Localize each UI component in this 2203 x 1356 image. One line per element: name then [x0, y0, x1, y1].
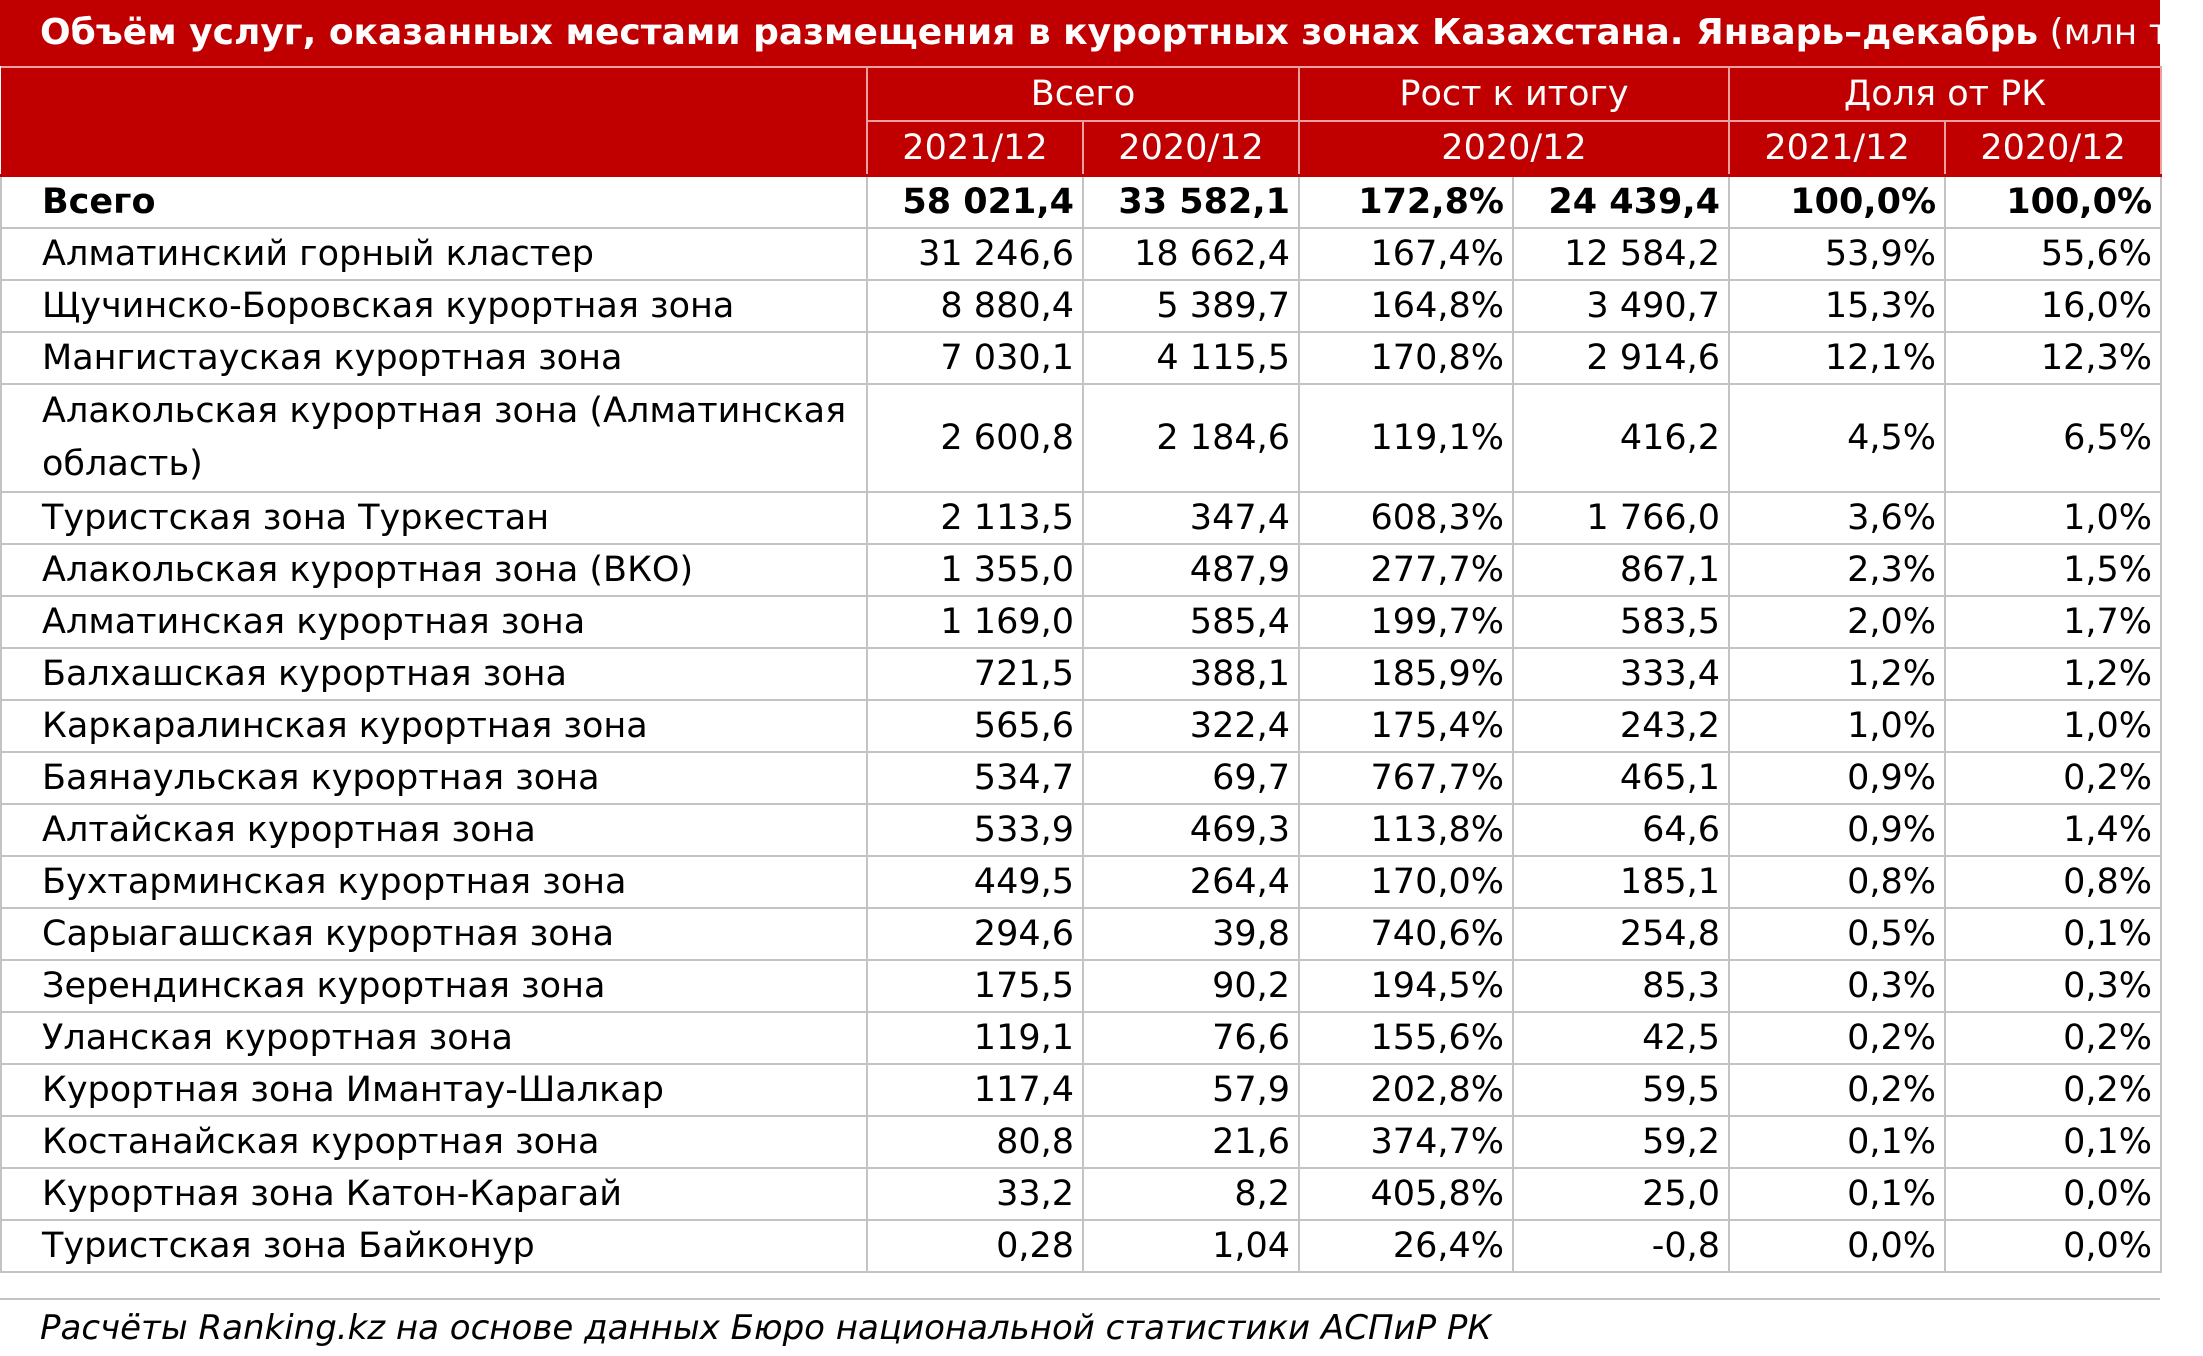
cell-total-2021: 31 246,6 [867, 228, 1083, 280]
cell-growth-abs: 465,1 [1513, 752, 1729, 804]
cell-growth-abs: 3 490,7 [1513, 280, 1729, 332]
cell-total-2021: 33,2 [867, 1168, 1083, 1220]
cell-growth-abs: 25,0 [1513, 1168, 1729, 1220]
cell-growth-pct: 26,4% [1299, 1220, 1513, 1272]
cell-share-2020: 0,2% [1945, 752, 2161, 804]
cell-growth-abs: 2 914,6 [1513, 332, 1729, 384]
cell-share-2021: 0,3% [1729, 960, 1945, 1012]
row-name: Уланская курортная зона [1, 1012, 867, 1064]
cell-share-2021: 100,0% [1729, 176, 1945, 229]
cell-share-2020: 0,8% [1945, 856, 2161, 908]
row-name: Курортная зона Катон-Карагай [1, 1168, 867, 1220]
cell-share-2021: 4,5% [1729, 384, 1945, 492]
cell-share-2021: 0,5% [1729, 908, 1945, 960]
header-group-growth: Рост к итогу [1299, 67, 1729, 121]
header-share-2021: 2021/12 [1729, 121, 1945, 176]
cell-growth-pct: 113,8% [1299, 804, 1513, 856]
table-row [1, 1064, 2161, 1116]
cell-growth-abs: 64,6 [1513, 804, 1729, 856]
header-growth-2020: 2020/12 [1299, 121, 1729, 176]
cell-total-2021: 2 113,5 [867, 492, 1083, 544]
row-name: Бухтарминская курортная зона [1, 856, 867, 908]
cell-share-2020: 1,7% [1945, 596, 2161, 648]
data-table [0, 66, 2162, 1273]
cell-total-2020: 264,4 [1083, 856, 1299, 908]
cell-total-2021: 0,28 [867, 1220, 1083, 1272]
table-body [1, 176, 2161, 1273]
cell-total-2021: 119,1 [867, 1012, 1083, 1064]
cell-total-2020: 33 582,1 [1083, 176, 1299, 229]
cell-growth-pct: 767,7% [1299, 752, 1513, 804]
table-row [1, 280, 2161, 332]
table-row [1, 960, 2161, 1012]
cell-growth-abs: 24 439,4 [1513, 176, 1729, 229]
cell-total-2020: 585,4 [1083, 596, 1299, 648]
cell-share-2021: 0,9% [1729, 752, 1945, 804]
row-name: Всего [1, 176, 867, 229]
table-row [1, 1116, 2161, 1168]
cell-total-2020: 39,8 [1083, 908, 1299, 960]
cell-total-2020: 347,4 [1083, 492, 1299, 544]
cell-share-2020: 0,2% [1945, 1012, 2161, 1064]
cell-share-2021: 12,1% [1729, 332, 1945, 384]
cell-share-2020: 0,0% [1945, 1220, 2161, 1272]
row-name: Щучинско-Боровская курортная зона [1, 280, 867, 332]
cell-total-2020: 1,04 [1083, 1220, 1299, 1272]
cell-share-2020: 1,2% [1945, 648, 2161, 700]
cell-share-2021: 2,0% [1729, 596, 1945, 648]
cell-share-2020: 0,0% [1945, 1168, 2161, 1220]
table-row [1, 908, 2161, 960]
cell-growth-abs: 243,2 [1513, 700, 1729, 752]
cell-growth-abs: 59,5 [1513, 1064, 1729, 1116]
table-row [1, 492, 2161, 544]
cell-share-2021: 0,0% [1729, 1220, 1945, 1272]
row-name: Балхашская курортная зона [1, 648, 867, 700]
cell-total-2021: 1 355,0 [867, 544, 1083, 596]
cell-share-2020: 0,1% [1945, 1116, 2161, 1168]
table-row [1, 752, 2161, 804]
cell-growth-abs: 12 584,2 [1513, 228, 1729, 280]
row-name: Алматинская курортная зона [1, 596, 867, 648]
table-row [1, 332, 2161, 384]
title-main: Объём услуг, оказанных местами размещения в курортных зонах Казахстана. Январь–декабрь [40, 12, 2039, 53]
row-name: Зерендинская курортная зона [1, 960, 867, 1012]
cell-total-2021: 2 600,8 [867, 384, 1083, 492]
row-name: Алтайская курортная зона [1, 804, 867, 856]
cell-growth-pct: 202,8% [1299, 1064, 1513, 1116]
cell-share-2020: 0,1% [1945, 908, 2161, 960]
row-name: Алакольская курортная зона (Алматинская область) [1, 384, 867, 492]
cell-growth-pct: 164,8% [1299, 280, 1513, 332]
row-name: Сарыагашская курортная зона [1, 908, 867, 960]
cell-share-2021: 0,2% [1729, 1064, 1945, 1116]
cell-growth-pct: 740,6% [1299, 908, 1513, 960]
cell-growth-pct: 194,5% [1299, 960, 1513, 1012]
cell-share-2021: 0,1% [1729, 1168, 1945, 1220]
cell-total-2020: 487,9 [1083, 544, 1299, 596]
table-row [1, 596, 2161, 648]
header-total-2021: 2021/12 [867, 121, 1083, 176]
row-name: Курортная зона Имантау-Шалкар [1, 1064, 867, 1116]
cell-total-2020: 4 115,5 [1083, 332, 1299, 384]
cell-share-2021: 0,2% [1729, 1012, 1945, 1064]
table-row [1, 648, 2161, 700]
cell-growth-abs: -0,8 [1513, 1220, 1729, 1272]
cell-share-2021: 0,9% [1729, 804, 1945, 856]
cell-growth-pct: 119,1% [1299, 384, 1513, 492]
cell-growth-pct: 170,8% [1299, 332, 1513, 384]
cell-total-2021: 117,4 [867, 1064, 1083, 1116]
cell-growth-abs: 185,1 [1513, 856, 1729, 908]
table-row [1, 1220, 2161, 1272]
cell-growth-pct: 277,7% [1299, 544, 1513, 596]
cell-growth-abs: 333,4 [1513, 648, 1729, 700]
cell-share-2021: 0,1% [1729, 1116, 1945, 1168]
cell-share-2020: 0,2% [1945, 1064, 2161, 1116]
row-name: Алматинский горный кластер [1, 228, 867, 280]
cell-growth-pct: 155,6% [1299, 1012, 1513, 1064]
cell-share-2020: 12,3% [1945, 332, 2161, 384]
cell-growth-pct: 405,8% [1299, 1168, 1513, 1220]
table-row [1, 176, 2161, 229]
cell-share-2020: 1,0% [1945, 492, 2161, 544]
cell-share-2020: 1,5% [1945, 544, 2161, 596]
header-total-2020: 2020/12 [1083, 121, 1299, 176]
cell-share-2020: 55,6% [1945, 228, 2161, 280]
header-corner [1, 67, 867, 176]
cell-share-2020: 0,3% [1945, 960, 2161, 1012]
table-row [1, 700, 2161, 752]
cell-total-2021: 1 169,0 [867, 596, 1083, 648]
cell-total-2020: 8,2 [1083, 1168, 1299, 1220]
cell-growth-abs: 867,1 [1513, 544, 1729, 596]
cell-total-2020: 2 184,6 [1083, 384, 1299, 492]
cell-share-2021: 53,9% [1729, 228, 1945, 280]
cell-share-2020: 1,0% [1945, 700, 2161, 752]
cell-total-2020: 388,1 [1083, 648, 1299, 700]
cell-growth-pct: 185,9% [1299, 648, 1513, 700]
cell-share-2021: 0,8% [1729, 856, 1945, 908]
cell-growth-abs: 59,2 [1513, 1116, 1729, 1168]
table-row [1, 384, 2161, 492]
cell-total-2021: 7 030,1 [867, 332, 1083, 384]
row-name: Туристская зона Туркестан [1, 492, 867, 544]
title-unit: (млн тг) [2049, 12, 2203, 53]
header-group-share: Доля от РК [1729, 67, 2161, 121]
source-note: Расчёты Ranking.kz на основе данных Бюро национальной статистики АСПиР РК [0, 1298, 2160, 1354]
table-row [1, 228, 2161, 280]
cell-total-2021: 294,6 [867, 908, 1083, 960]
cell-share-2020: 100,0% [1945, 176, 2161, 229]
cell-total-2020: 18 662,4 [1083, 228, 1299, 280]
cell-total-2021: 175,5 [867, 960, 1083, 1012]
cell-total-2020: 5 389,7 [1083, 280, 1299, 332]
cell-total-2021: 533,9 [867, 804, 1083, 856]
cell-total-2020: 469,3 [1083, 804, 1299, 856]
cell-total-2020: 57,9 [1083, 1064, 1299, 1116]
cell-growth-abs: 42,5 [1513, 1012, 1729, 1064]
cell-total-2021: 721,5 [867, 648, 1083, 700]
cell-share-2021: 15,3% [1729, 280, 1945, 332]
cell-total-2021: 449,5 [867, 856, 1083, 908]
row-name: Туристская зона Байконур [1, 1220, 867, 1272]
table-row [1, 544, 2161, 596]
cell-total-2020: 322,4 [1083, 700, 1299, 752]
cell-total-2021: 565,6 [867, 700, 1083, 752]
cell-growth-pct: 608,3% [1299, 492, 1513, 544]
cell-share-2021: 1,0% [1729, 700, 1945, 752]
cell-growth-pct: 167,4% [1299, 228, 1513, 280]
row-name: Костанайская курортная зона [1, 1116, 867, 1168]
table-row [1, 1012, 2161, 1064]
row-name: Алакольская курортная зона (ВКО) [1, 544, 867, 596]
table-row [1, 1168, 2161, 1220]
row-name: Каркаралинская курортная зона [1, 700, 867, 752]
header-share-2020: 2020/12 [1945, 121, 2161, 176]
cell-growth-abs: 85,3 [1513, 960, 1729, 1012]
cell-share-2020: 6,5% [1945, 384, 2161, 492]
cell-growth-pct: 172,8% [1299, 176, 1513, 229]
cell-total-2020: 76,6 [1083, 1012, 1299, 1064]
cell-growth-abs: 1 766,0 [1513, 492, 1729, 544]
cell-share-2021: 2,3% [1729, 544, 1945, 596]
row-name: Баянаульская курортная зона [1, 752, 867, 804]
cell-growth-pct: 374,7% [1299, 1116, 1513, 1168]
cell-growth-abs: 254,8 [1513, 908, 1729, 960]
chart-title [0, 0, 2203, 66]
cell-share-2020: 16,0% [1945, 280, 2161, 332]
row-name: Мангистауская курортная зона [1, 332, 867, 384]
cell-growth-abs: 416,2 [1513, 384, 1729, 492]
header-row-groups [1, 67, 2161, 121]
table-row [1, 856, 2161, 908]
cell-growth-abs: 583,5 [1513, 596, 1729, 648]
header-group-total: Всего [867, 67, 1299, 121]
cell-total-2020: 90,2 [1083, 960, 1299, 1012]
cell-share-2021: 3,6% [1729, 492, 1945, 544]
cell-total-2021: 534,7 [867, 752, 1083, 804]
cell-growth-pct: 199,7% [1299, 596, 1513, 648]
table-row [1, 804, 2161, 856]
cell-total-2021: 58 021,4 [867, 176, 1083, 229]
cell-share-2020: 1,4% [1945, 804, 2161, 856]
cell-total-2020: 21,6 [1083, 1116, 1299, 1168]
cell-total-2021: 80,8 [867, 1116, 1083, 1168]
cell-total-2020: 69,7 [1083, 752, 1299, 804]
cell-growth-pct: 170,0% [1299, 856, 1513, 908]
cell-total-2021: 8 880,4 [867, 280, 1083, 332]
cell-growth-pct: 175,4% [1299, 700, 1513, 752]
cell-share-2021: 1,2% [1729, 648, 1945, 700]
